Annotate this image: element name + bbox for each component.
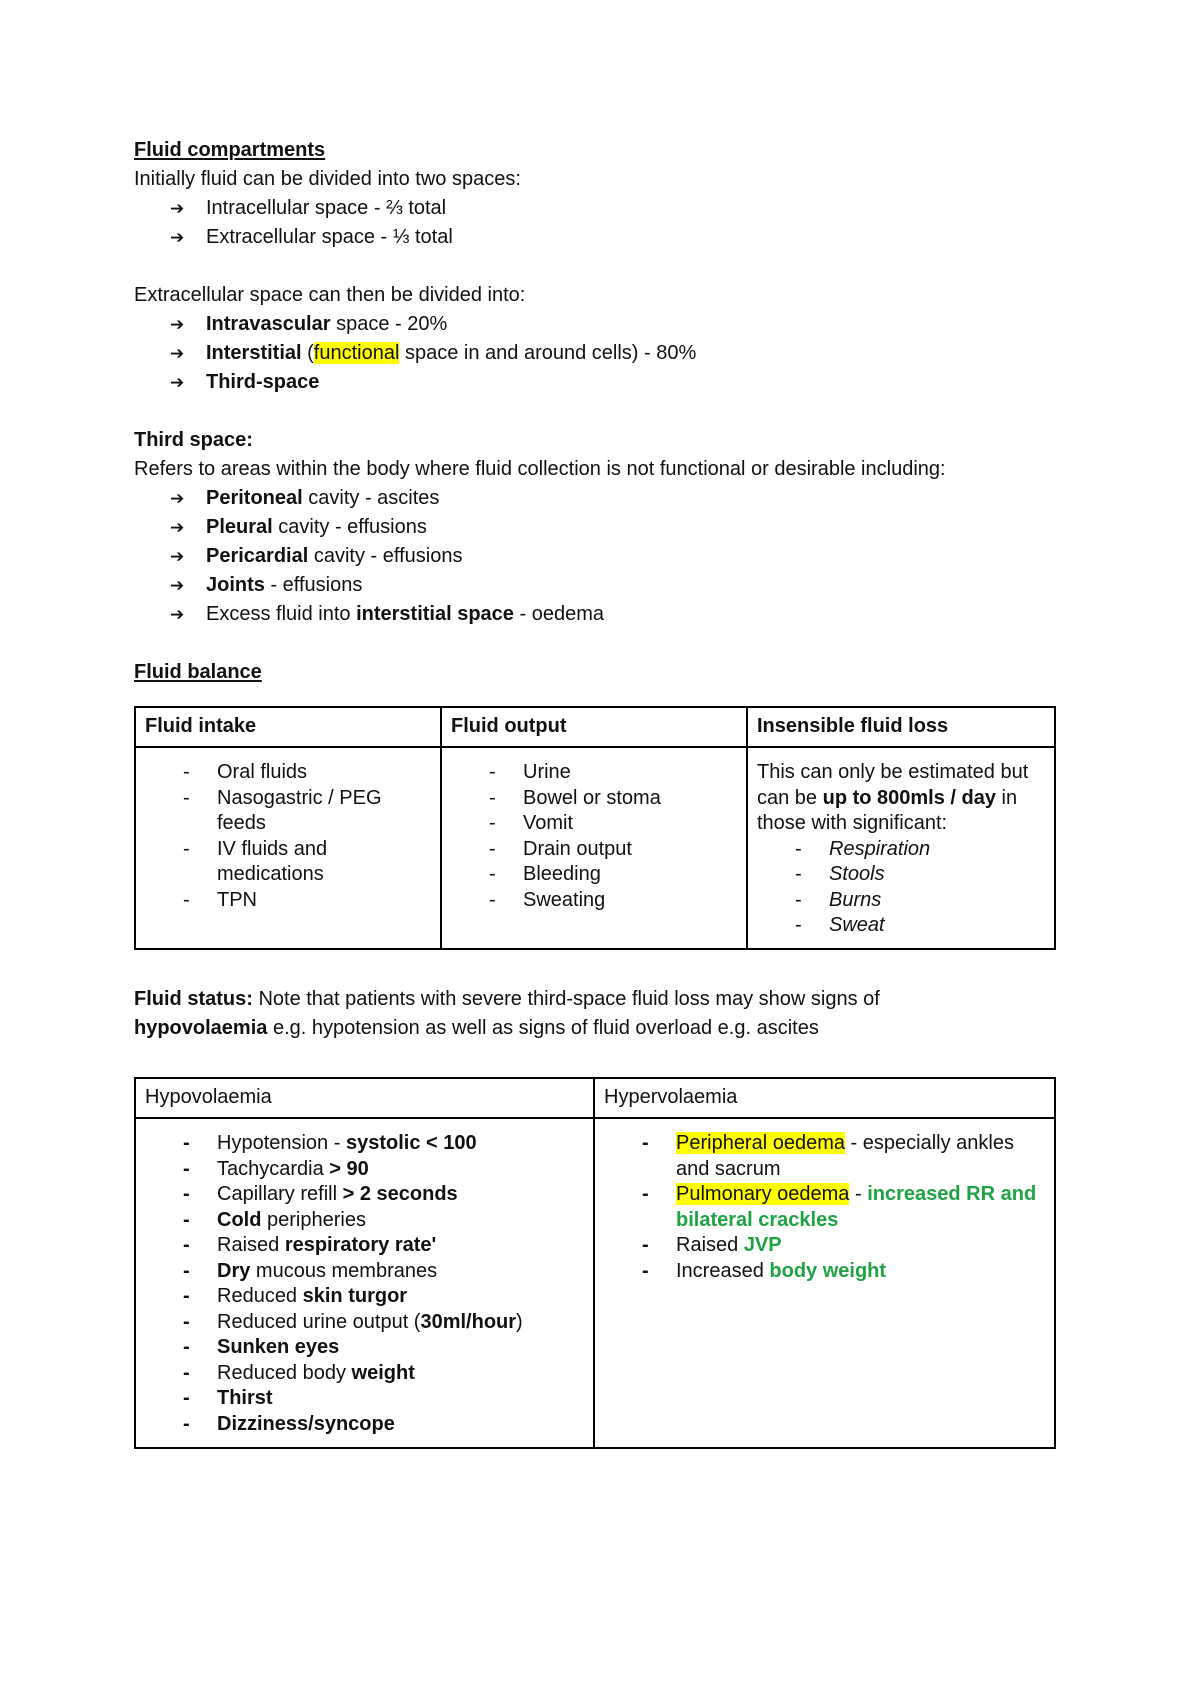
dash-icon: - — [642, 1132, 649, 1154]
list-item: - Raised JVP — [604, 1233, 1045, 1259]
highlighted-text: functional — [313, 342, 400, 364]
insensible-cell — [747, 747, 1055, 949]
dash-icon: - — [183, 1234, 190, 1256]
list-item: ➔ Intracellular space - ⅔ total — [170, 194, 1074, 223]
arrow-right-icon: ➔ — [170, 518, 185, 537]
dash-icon: - — [489, 786, 496, 809]
dash-icon: - — [183, 1336, 190, 1358]
heading-third-space: Third space: — [134, 429, 253, 451]
dash-icon: - — [795, 914, 802, 936]
list-item: - IV fluids and medications — [183, 837, 328, 885]
dash-icon: - — [489, 761, 496, 783]
dash-icon: - — [183, 888, 190, 911]
list-item: - Thirst — [145, 1386, 584, 1412]
list-item: - Sweat — [757, 913, 1045, 939]
list-item: - Pulmonary oedema - increased RR and bilateral crackles — [642, 1183, 1037, 1231]
dash-icon: - — [489, 812, 496, 834]
list-item: - Drain output — [451, 837, 737, 863]
list-item: - Sweating — [451, 888, 737, 914]
list-item: - Oral fluids — [145, 760, 431, 786]
heading-fluid-compartments: Fluid compartments — [134, 139, 326, 161]
dash-icon: - — [489, 888, 496, 911]
list-item: ➔ Interstitial (functional space in and around cells) - 80% — [170, 339, 1074, 368]
list-item: - Cold peripheries — [145, 1208, 584, 1234]
list-item: ➔ Third-space — [170, 368, 1074, 397]
arrow-right-icon: ➔ — [170, 547, 185, 566]
ecf-intro: Extracellular space can then be divided into: — [134, 284, 526, 306]
list-item: - Reduced body weight — [145, 1361, 584, 1387]
dash-icon: - — [183, 1132, 190, 1154]
third-space-list — [134, 484, 1074, 629]
list-item: - Dry mucous membranes — [145, 1259, 584, 1285]
dash-icon: - — [795, 888, 802, 911]
column-header-insensible: Insensible fluid loss — [747, 707, 1055, 747]
output-cell — [441, 747, 747, 949]
list-item: - Increased body weight — [604, 1259, 1045, 1285]
intake-list — [145, 760, 431, 913]
intake-cell — [135, 747, 441, 949]
heading-fluid-balance: Fluid balance — [134, 661, 262, 683]
arrow-right-icon: ➔ — [170, 344, 185, 363]
list-item: - Bowel or stoma — [451, 786, 737, 812]
list-item: - Respiration — [757, 837, 1045, 863]
list-item: ➔ Joints - effusions — [170, 571, 1074, 600]
hypovolaemia-list — [145, 1131, 584, 1437]
list-item: - Burns — [757, 888, 1045, 914]
list-item: - Vomit — [451, 811, 737, 837]
list-item: - Peripheral oedema - especially ankles and sacrum — [642, 1132, 1014, 1180]
dash-icon: - — [183, 1310, 190, 1333]
fluid-status-paragraph: Fluid status: Note that patients with severe third-space fluid loss may show signs of hypovolaemia e.g. hypotension as well as signs of fluid overload e.g. ascites — [134, 988, 880, 1039]
dash-icon: - — [183, 1387, 190, 1409]
highlighted-text: Peripheral oedema — [676, 1132, 845, 1154]
list-item: ➔ Pericardial cavity - effusions — [170, 542, 1074, 571]
list-item: - Urine — [451, 760, 737, 786]
hypovolaemia-cell — [135, 1118, 594, 1448]
dash-icon: - — [642, 1259, 649, 1282]
dash-icon: - — [183, 1285, 190, 1307]
list-item: - Hypotension - systolic < 100 — [145, 1131, 584, 1157]
arrow-right-icon: ➔ — [170, 489, 185, 508]
list-item: - Reduced skin turgor — [145, 1284, 584, 1310]
column-header-intake: Fluid intake — [135, 707, 441, 747]
list-item: - TPN — [145, 888, 431, 914]
dash-icon: - — [183, 1259, 190, 1282]
column-header-hypovolaemia: Hypovolaemia — [135, 1078, 594, 1118]
dash-icon: - — [183, 1208, 190, 1231]
column-header-output: Fluid output — [441, 707, 747, 747]
compartments-list — [134, 194, 1074, 252]
dash-icon: - — [183, 786, 190, 809]
dash-icon: - — [795, 863, 802, 885]
volume-status-table — [134, 1077, 1056, 1449]
list-item: ➔ Pleural cavity - effusions — [170, 513, 1074, 542]
dash-icon: - — [183, 1183, 190, 1205]
document-page — [134, 136, 1074, 687]
hypervolaemia-list — [604, 1131, 1045, 1284]
dash-icon: - — [489, 863, 496, 885]
dash-icon: - — [183, 837, 190, 860]
list-item: - Nasogastric / PEG feeds — [183, 786, 382, 834]
ecf-list — [134, 310, 1074, 397]
column-header-hypervolaemia: Hypervolaemia — [594, 1078, 1055, 1118]
list-item: ➔ Extracellular space - ⅓ total — [170, 223, 1074, 252]
list-item: ➔ Excess fluid into interstitial space - oedema — [170, 600, 1074, 629]
list-item: - Capillary refill > 2 seconds — [145, 1182, 584, 1208]
list-item: - Sunken eyes — [145, 1335, 584, 1361]
list-item: ➔ Intravascular space - 20% — [170, 310, 1074, 339]
list-item: - Dizziness/syncope — [145, 1412, 584, 1438]
list-item: - Raised respiratory rate' — [145, 1233, 584, 1259]
arrow-right-icon: ➔ — [170, 373, 185, 392]
dash-icon: - — [183, 1412, 190, 1435]
dash-icon: - — [642, 1183, 649, 1205]
arrow-right-icon: ➔ — [170, 228, 185, 247]
third-space-intro: Refers to areas within the body where fluid collection is not functional or desirable including: — [134, 458, 946, 480]
dash-icon: - — [183, 1361, 190, 1384]
dash-icon: - — [183, 761, 190, 783]
arrow-right-icon: ➔ — [170, 199, 185, 218]
output-list — [451, 760, 737, 913]
list-item: - Bleeding — [451, 862, 737, 888]
fluid-balance-table — [134, 706, 1056, 950]
dash-icon: - — [642, 1234, 649, 1256]
highlighted-text: Pulmonary oedema — [676, 1183, 850, 1205]
dash-icon: - — [183, 1157, 190, 1180]
dash-icon: - — [489, 837, 496, 860]
hypervolaemia-cell — [594, 1118, 1055, 1448]
dash-icon: - — [795, 837, 802, 860]
insensible-intro: This can only be estimated but can be up to 800mls / day in those with significant: — [757, 761, 1029, 834]
list-item: - Tachycardia > 90 — [145, 1157, 584, 1183]
list-item: - Reduced urine output (30ml/hour) — [145, 1310, 584, 1336]
list-item: ➔ Peritoneal cavity - ascites — [170, 484, 1074, 513]
arrow-right-icon: ➔ — [170, 576, 185, 595]
insensible-list — [757, 837, 1045, 939]
list-item: - Stools — [757, 862, 1045, 888]
compartments-intro: Initially fluid can be divided into two spaces: — [134, 168, 521, 190]
arrow-right-icon: ➔ — [170, 315, 185, 334]
arrow-right-icon: ➔ — [170, 605, 185, 624]
